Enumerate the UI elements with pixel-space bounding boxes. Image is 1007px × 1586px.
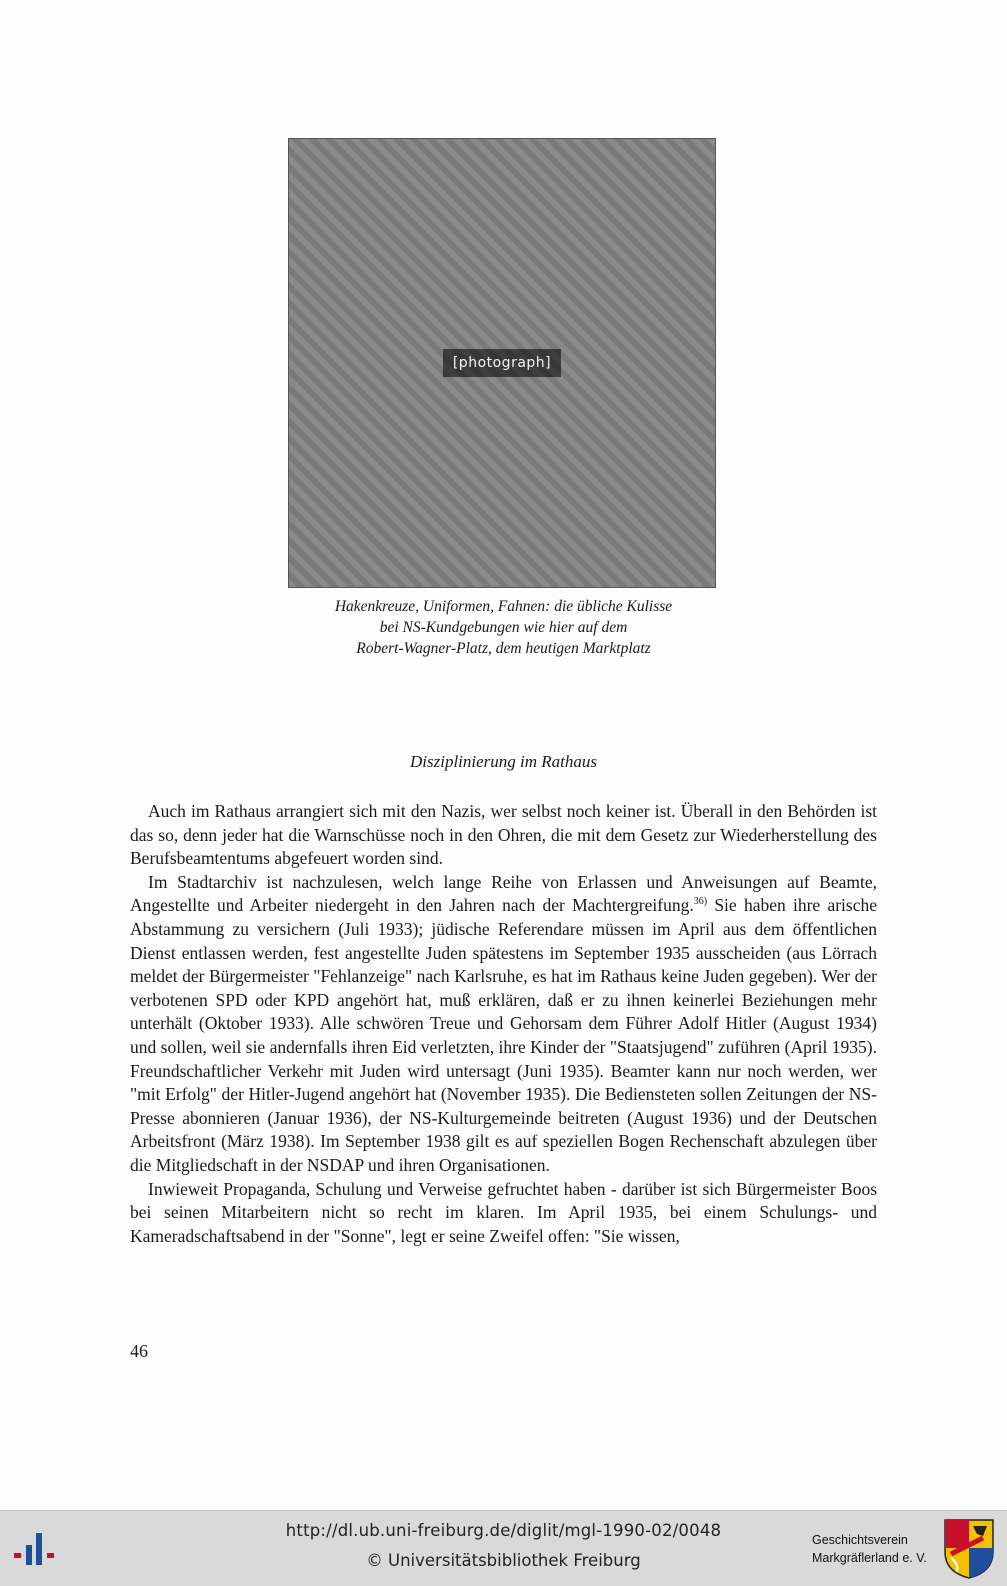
paragraph: Inwieweit Propaganda, Schulung und Verweise gefruchtet haben - darüber ist sich Bürgermeister Boos bei seinen Mitarbeitern nicht so recht im klaren. Im April 1935, bei einem Schulungs- und Kameradschaftsabend in der "Sonne", legt er seine Zweifel offen: "Sie wissen, — [130, 1178, 877, 1246]
caption-line: bei NS-Kundgebungen wie hier auf dem — [379, 619, 628, 636]
caption-line: Robert-Wagner-Platz, dem heutigen Marktplatz — [356, 640, 651, 657]
paragraph-text: Sie haben ihre arische Abstammung zu versichern (Juli 1933); jüdische Referendare müssen im April aus dem öffentlichen Dienst entlassen werden, fest angestellte Juden spätestens im September 1935 ausscheiden (aus Lörrach meldet der Bürgermeister "Fehlanzeige" nach Karlsruhe, es hat im Rathaus keine Juden gegeben). Wer der verbotenen SPD oder KPD angehört hat, muß erklären, daß er zu ihnen keinerlei Beziehungen mehr unterhält (Oktober 1933). Alle schwören Treue und Gehorsam dem Führer Adolf Hitler (August 1934) und sollen, weil sie andernfalls ihren Eid verletzten, ihre Kinder der "Staatsjugend" zuführen (April 1935). Freundschaftlicher Verkehr mit Juden wird untersagt (Juni 1935). Beamter kann nur noch werden, wer "mit Erfolg" der Hitler-Jugend angehört hat (November 1935). Die Bediensteten sollen Zeitungen der NS-Presse abonnieren (Januar 1936), der NS-Kulturgemeinde beitreten (August 1936) und der Deutschen Arbeitsfront (März 1938). Im September 1938 gilt es auf speziellen Bogen Rechenschaft abzulegen über die Mitgliedschaft in der NSDAP und ihren Organisationen. — [130, 895, 877, 1175]
society-name — [812, 1531, 927, 1567]
body-text — [130, 800, 877, 1248]
page-number: 46 — [130, 1341, 148, 1361]
section-heading: Disziplinierung im Rathaus — [409, 752, 597, 771]
copyright-text: © Universitätsbibliothek Freiburg — [366, 1551, 641, 1570]
paragraph: Auch im Rathaus arrangiert sich mit den Nazis, wer selbst noch keiner ist. Überall in den Behörden ist das so, denn jeder hat die Warnschüsse noch in den Ohren, die mit dem Gesetz zur Wiederherstellung des Berufsbeamtentums abgefeuert worden sind. — [130, 801, 877, 869]
photo-caption — [240, 596, 767, 659]
photo-placeholder-label: [photograph] — [443, 349, 561, 377]
historical-photograph — [288, 138, 716, 588]
paragraph — [130, 871, 877, 1178]
society-line: Markgräflerland e. V. — [812, 1551, 927, 1565]
footnote-marker: 36) — [693, 896, 708, 908]
coat-of-arms-icon — [943, 1518, 995, 1580]
document-url-link[interactable]: http://dl.ub.uni-freiburg.de/diglit/mgl-1990-02/0048 — [285, 1521, 722, 1540]
footer-bar — [0, 1510, 1007, 1586]
paragraph-text: Im Stadtarchiv ist nachzulesen, welch lange Reihe von Erlassen und Anweisungen auf Beamte, Angestellte und Arbeiter niedergeht in den Jahren nach der Machtergreifung. — [130, 871, 877, 916]
caption-line: Hakenkreuze, Uniformen, Fahnen: die übliche Kulisse — [334, 598, 673, 615]
society-line: Geschichtsverein — [812, 1533, 908, 1547]
